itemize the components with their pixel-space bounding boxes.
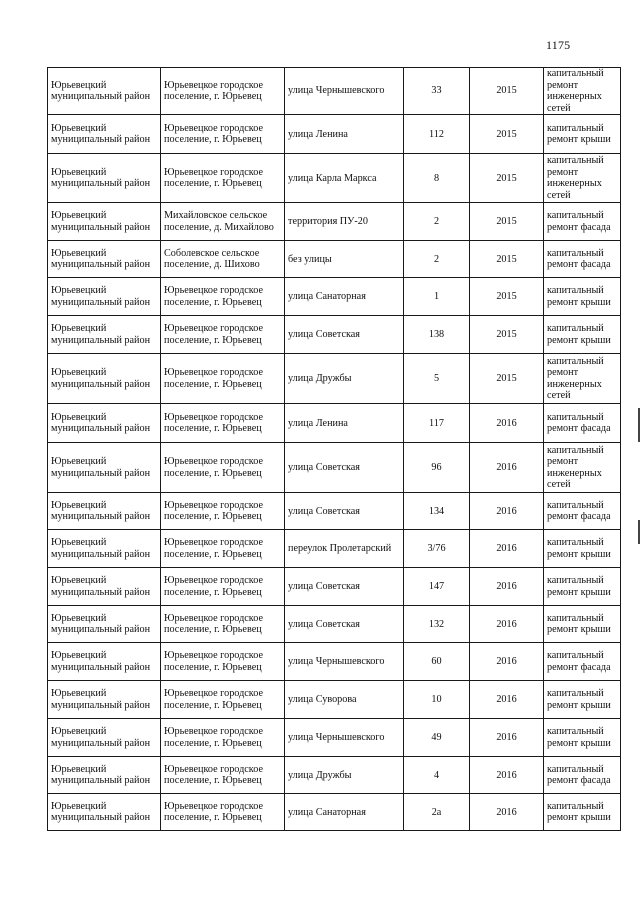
settlement-cell: Юрьевецкое городское поселение, г. Юрьевец <box>161 404 285 443</box>
work-type-cell: капитальный ремонт фасада <box>544 404 621 443</box>
year-cell: 2016 <box>470 757 544 794</box>
settlement-cell: Соболевское сельское поселение, д. Шихово <box>161 241 285 278</box>
house-number-cell: 10 <box>404 681 470 719</box>
settlement-cell: Юрьевецкое городское поселение, г. Юрьевец <box>161 681 285 719</box>
settlement-cell: Михайловское сельское поселение, д. Михайлово <box>161 203 285 241</box>
table-row <box>48 316 621 354</box>
house-number-cell: 8 <box>404 154 470 203</box>
settlement-cell: Юрьевецкое городское поселение, г. Юрьевец <box>161 757 285 794</box>
table-row <box>48 681 621 719</box>
settlement-cell: Юрьевецкое городское поселение, г. Юрьевец <box>161 643 285 681</box>
district-cell: Юрьевецкий муниципальный район <box>48 493 161 530</box>
work-type-cell: капитальный ремонт крыши <box>544 278 621 316</box>
street-cell: улица Чернышевского <box>285 643 404 681</box>
house-number-cell: 1 <box>404 278 470 316</box>
table-row <box>48 794 621 831</box>
settlement-cell: Юрьевецкое городское поселение, г. Юрьевец <box>161 154 285 203</box>
year-cell: 2016 <box>470 530 544 568</box>
table-row <box>48 719 621 757</box>
settlement-cell: Юрьевецкое городское поселение, г. Юрьевец <box>161 530 285 568</box>
year-cell: 2015 <box>470 241 544 278</box>
year-cell: 2016 <box>470 568 544 606</box>
district-cell: Юрьевецкий муниципальный район <box>48 719 161 757</box>
year-cell: 2016 <box>470 681 544 719</box>
settlement-cell: Юрьевецкое городское поселение, г. Юрьевец <box>161 794 285 831</box>
house-number-cell: 3/76 <box>404 530 470 568</box>
settlement-cell: Юрьевецкое городское поселение, г. Юрьевец <box>161 278 285 316</box>
registry-body <box>48 68 621 831</box>
work-type-cell: капитальный ремонт фасада <box>544 643 621 681</box>
house-number-cell: 2а <box>404 794 470 831</box>
district-cell: Юрьевецкий муниципальный район <box>48 681 161 719</box>
settlement-cell: Юрьевецкое городское поселение, г. Юрьевец <box>161 68 285 115</box>
work-type-cell: капитальный ремонт фасада <box>544 493 621 530</box>
year-cell: 2016 <box>470 794 544 831</box>
page-number: 1175 <box>546 38 571 52</box>
work-type-cell: капитальный ремонт инженерных сетей <box>544 443 621 493</box>
year-cell: 2016 <box>470 606 544 643</box>
table-row <box>48 203 621 241</box>
settlement-cell: Юрьевецкое городское поселение, г. Юрьевец <box>161 493 285 530</box>
house-number-cell: 33 <box>404 68 470 115</box>
street-cell: улица Советская <box>285 316 404 354</box>
street-cell: переулок Пролетарский <box>285 530 404 568</box>
district-cell: Юрьевецкий муниципальный район <box>48 530 161 568</box>
district-cell: Юрьевецкий муниципальный район <box>48 606 161 643</box>
work-type-cell: капитальный ремонт инженерных сетей <box>544 68 621 115</box>
street-cell: улица Дружбы <box>285 354 404 404</box>
work-type-cell: капитальный ремонт крыши <box>544 606 621 643</box>
street-cell: без улицы <box>285 241 404 278</box>
house-number-cell: 134 <box>404 493 470 530</box>
district-cell: Юрьевецкий муниципальный район <box>48 643 161 681</box>
district-cell: Юрьевецкий муниципальный район <box>48 241 161 278</box>
year-cell: 2016 <box>470 719 544 757</box>
settlement-cell: Юрьевецкое городское поселение, г. Юрьевец <box>161 568 285 606</box>
house-number-cell: 117 <box>404 404 470 443</box>
work-type-cell: капитальный ремонт крыши <box>544 530 621 568</box>
table-row <box>48 354 621 404</box>
table-row <box>48 568 621 606</box>
settlement-cell: Юрьевецкое городское поселение, г. Юрьевец <box>161 443 285 493</box>
table-row <box>48 241 621 278</box>
year-cell: 2015 <box>470 203 544 241</box>
year-cell: 2015 <box>470 354 544 404</box>
house-number-cell: 60 <box>404 643 470 681</box>
street-cell: улица Советская <box>285 443 404 493</box>
district-cell: Юрьевецкий муниципальный район <box>48 794 161 831</box>
work-type-cell: капитальный ремонт крыши <box>544 719 621 757</box>
settlement-cell: Юрьевецкое городское поселение, г. Юрьевец <box>161 115 285 154</box>
year-cell: 2016 <box>470 493 544 530</box>
year-cell: 2015 <box>470 278 544 316</box>
house-number-cell: 147 <box>404 568 470 606</box>
house-number-cell: 132 <box>404 606 470 643</box>
house-number-cell: 49 <box>404 719 470 757</box>
table-row <box>48 115 621 154</box>
table-row <box>48 643 621 681</box>
table-row <box>48 443 621 493</box>
work-type-cell: капитальный ремонт инженерных сетей <box>544 154 621 203</box>
table-row <box>48 530 621 568</box>
street-cell: территория ПУ-20 <box>285 203 404 241</box>
district-cell: Юрьевецкий муниципальный район <box>48 154 161 203</box>
house-number-cell: 5 <box>404 354 470 404</box>
district-cell: Юрьевецкий муниципальный район <box>48 68 161 115</box>
year-cell: 2015 <box>470 68 544 115</box>
settlement-cell: Юрьевецкое городское поселение, г. Юрьевец <box>161 316 285 354</box>
house-number-cell: 4 <box>404 757 470 794</box>
work-type-cell: капитальный ремонт крыши <box>544 794 621 831</box>
work-type-cell: капитальный ремонт крыши <box>544 115 621 154</box>
year-cell: 2015 <box>470 316 544 354</box>
district-cell: Юрьевецкий муниципальный район <box>48 568 161 606</box>
table-row <box>48 154 621 203</box>
table-row <box>48 68 621 115</box>
street-cell: улица Ленина <box>285 115 404 154</box>
table-row <box>48 493 621 530</box>
work-type-cell: капитальный ремонт крыши <box>544 316 621 354</box>
settlement-cell: Юрьевецкое городское поселение, г. Юрьевец <box>161 354 285 404</box>
district-cell: Юрьевецкий муниципальный район <box>48 278 161 316</box>
work-type-cell: капитальный ремонт крыши <box>544 681 621 719</box>
district-cell: Юрьевецкий муниципальный район <box>48 316 161 354</box>
work-type-cell: капитальный ремонт фасада <box>544 757 621 794</box>
street-cell: улица Санаторная <box>285 278 404 316</box>
work-type-cell: капитальный ремонт фасада <box>544 241 621 278</box>
street-cell: улица Дружбы <box>285 757 404 794</box>
street-cell: улица Карла Маркса <box>285 154 404 203</box>
street-cell: улица Советская <box>285 493 404 530</box>
house-number-cell: 2 <box>404 203 470 241</box>
work-type-cell: капитальный ремонт фасада <box>544 203 621 241</box>
house-number-cell: 96 <box>404 443 470 493</box>
year-cell: 2016 <box>470 443 544 493</box>
house-number-cell: 2 <box>404 241 470 278</box>
street-cell: улица Суворова <box>285 681 404 719</box>
house-number-cell: 112 <box>404 115 470 154</box>
year-cell: 2016 <box>470 643 544 681</box>
district-cell: Юрьевецкий муниципальный район <box>48 115 161 154</box>
work-type-cell: капитальный ремонт крыши <box>544 568 621 606</box>
house-number-cell: 138 <box>404 316 470 354</box>
year-cell: 2016 <box>470 404 544 443</box>
table-row <box>48 404 621 443</box>
district-cell: Юрьевецкий муниципальный район <box>48 443 161 493</box>
district-cell: Юрьевецкий муниципальный район <box>48 757 161 794</box>
district-cell: Юрьевецкий муниципальный район <box>48 203 161 241</box>
table-row <box>48 757 621 794</box>
settlement-cell: Юрьевецкое городское поселение, г. Юрьевец <box>161 719 285 757</box>
street-cell: улица Советская <box>285 568 404 606</box>
table-row <box>48 278 621 316</box>
street-cell: улица Санаторная <box>285 794 404 831</box>
work-type-cell: капитальный ремонт инженерных сетей <box>544 354 621 404</box>
street-cell: улица Ленина <box>285 404 404 443</box>
table-row <box>48 606 621 643</box>
street-cell: улица Советская <box>285 606 404 643</box>
year-cell: 2015 <box>470 154 544 203</box>
year-cell: 2015 <box>470 115 544 154</box>
repair-registry-table <box>47 67 621 831</box>
street-cell: улица Чернышевского <box>285 719 404 757</box>
district-cell: Юрьевецкий муниципальный район <box>48 354 161 404</box>
street-cell: улица Чернышевского <box>285 68 404 115</box>
district-cell: Юрьевецкий муниципальный район <box>48 404 161 443</box>
settlement-cell: Юрьевецкое городское поселение, г. Юрьевец <box>161 606 285 643</box>
